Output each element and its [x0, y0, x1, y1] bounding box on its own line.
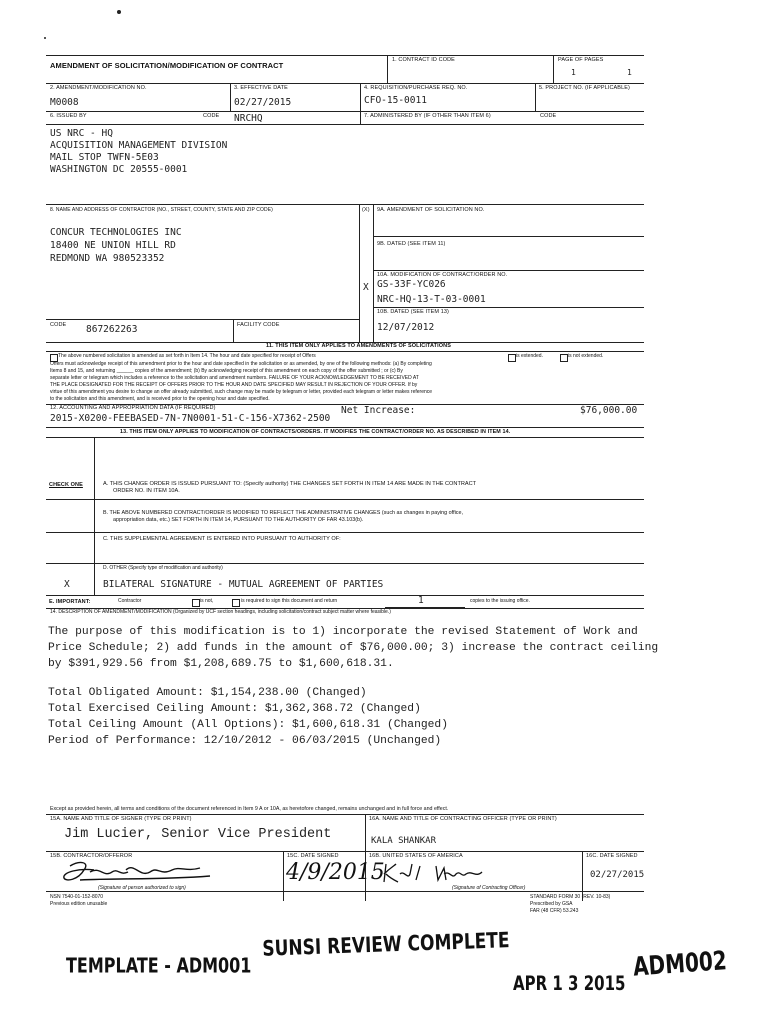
contractor-line: REDMOND WA 980523352: [50, 253, 165, 264]
rule: [46, 427, 644, 428]
address-line: US NRC - HQ: [50, 128, 113, 139]
item12-amount: $76,000.00: [580, 405, 638, 416]
facility-code-label: FACILITY CODE: [237, 322, 280, 328]
req-no-label: 4. REQUISITION/PURCHASE REQ. NO.: [364, 85, 468, 91]
important-label: E. IMPORTANT:: [49, 599, 91, 605]
contractor-code-label: CODE: [50, 322, 67, 328]
item14-total-line: Total Obligated Amount: $1,154,238.00 (Changed): [48, 687, 367, 699]
rule: [365, 814, 366, 901]
rule: [46, 814, 644, 815]
rule: [553, 55, 554, 83]
code-label: CODE: [203, 113, 220, 119]
label-16b: 16B. UNITED STATES OF AMERICA: [369, 853, 463, 859]
rule: [387, 55, 388, 83]
rule: [373, 204, 374, 342]
rule: [373, 307, 644, 308]
date-15c: 4/9/2015: [286, 860, 385, 885]
address-line: ACQUISITION MANAGEMENT DIVISION: [50, 140, 228, 151]
item11-line: to the solicitation and this amendment, and is received prior to the opening hour and date specified.: [50, 396, 270, 402]
page-number: 1: [571, 68, 576, 77]
far-ref: FAR (48 CFR) 53.243: [530, 908, 579, 914]
req-no-value: CFO-15-0011: [364, 95, 427, 106]
item11-line: separate letter or telegram which includes a reference to the solicitation and amendment numbers. FAILURE OF YOUR ACKNOWLEDGEMENT TO BE RECEIVED AT: [50, 375, 419, 381]
date-16c: 02/27/2015: [590, 870, 645, 880]
not-extended: is not extended.: [568, 353, 604, 359]
effective-date-value: 02/27/2015: [234, 97, 292, 108]
item13-a2: ORDER NO. IN ITEM 10A.: [113, 488, 180, 494]
item11-line: THE PLACE DESIGNATED FOR THE RECEIPT OF OFFERS PRIOR TO THE HOUR AND DATE SPECIFIED MAY RESULT IN REJECTION OF YOUR OFFER. If by: [50, 382, 418, 388]
rule: [46, 351, 644, 352]
rule: [535, 83, 536, 111]
item14-para-line: by $391,929.56 from $1,208,689.75 to $1,600,618.31.: [48, 658, 394, 670]
item14-label: 14. DESCRIPTION OF AMENDMENT/MODIFICATION (Organized by UCF section headings, including solicitation/contract subject matter where feasible.): [50, 609, 391, 615]
item12-net: Net Increase:: [341, 405, 416, 416]
prev-edition: Previous edition unusable: [50, 901, 108, 907]
item13-d-value: BILATERAL SIGNATURE - MUTUAL AGREEMENT OF PARTIES: [103, 579, 384, 590]
item14-total-line: Period of Performance: 12/10/2012 - 06/03/2015 (Unchanged): [48, 735, 442, 747]
rule: [46, 563, 644, 564]
item13-c: C. THIS SUPPLEMENTAL AGREEMENT IS ENTERED INTO PURSUANT TO AUTHORITY OF:: [103, 536, 341, 542]
item13-title: 13. THIS ITEM ONLY APPLIES TO MODIFICATION OF CONTRACTS/ORDERS. IT MODIFIES THE CONTRACT/ORDER NO. AS DESCRIBED IN ITEM 14.: [120, 429, 511, 435]
footer-note: Except as provided herein, all terms and conditions of the document referenced in Item 9 A or 10A, as heretofore changed, remains unchanged and in full force and effect.: [50, 806, 449, 812]
address-line: WASHINGTON DC 20555-0001: [50, 164, 188, 175]
contractor-line: 18400 NE UNION HILL RD: [50, 240, 176, 251]
label-15c: 15C. DATE SIGNED: [287, 853, 339, 859]
item14-para-line: Price Schedule; 2) add funds in the amount of $76,000.00; 3) increase the contract ceiling: [48, 642, 659, 654]
rule: [46, 595, 644, 596]
label-16a: 16A. NAME AND TITLE OF CONTRACTING OFFICER (TYPE OR PRINT): [369, 816, 557, 822]
label-15b: 15B. CONTRACTOR/OFFEROR: [50, 853, 133, 859]
item10a-label: 10A. MODIFICATION OF CONTRACT/ORDER NO.: [377, 272, 508, 278]
is-required-checkbox[interactable]: [232, 599, 240, 607]
rule: [360, 83, 361, 111]
item11-line1: The above numbered solicitation is amended as set forth in Item 14. The hour and date specified for receipt of Offers: [58, 353, 316, 359]
scan-speck: [117, 10, 121, 14]
issued-by-label: 6. ISSUED BY: [50, 113, 87, 119]
pages-total: 1: [627, 68, 632, 77]
rule: [46, 204, 644, 205]
important-copies-text: copies to the issuing office.: [470, 598, 530, 604]
item12-label: 12. ACCOUNTING AND APPROPRIATION DATA (IF REQUIRED): [50, 405, 216, 411]
item11-title: 11. THIS ITEM ONLY APPLIES TO AMENDMENTS OF SOLICITATIONS: [266, 343, 451, 349]
contractor-code-value: 867262263: [86, 324, 138, 335]
rule: [94, 437, 95, 595]
rule: [46, 499, 644, 500]
form-title: AMENDMENT OF SOLICITATION/MODIFICATION OF CONTRACT: [50, 61, 284, 70]
contractor-label: 8. NAME AND ADDRESS OF CONTRACTOR (NO., STREET, COUNTY, STATE AND ZIP CODE): [50, 207, 273, 213]
rule: [283, 851, 284, 901]
rule: [46, 319, 359, 320]
effective-date-label: 3. EFFECTIVE DATE: [234, 85, 288, 91]
page-of-pages-label: PAGE OF PAGES: [558, 57, 604, 63]
important-copies: 1: [418, 595, 424, 606]
administered-label: 7. ADMINISTERED BY (IF OTHER THAN ITEM 6): [364, 113, 491, 119]
template-stamp: TEMPLATE - ADM001: [66, 953, 252, 978]
officer-name-16a: KALA SHANKAR: [371, 836, 437, 846]
rule: [46, 891, 644, 892]
item13-d: D. OTHER (Specify type of modification and authority): [103, 565, 223, 571]
is-extended: is extended.: [516, 353, 543, 359]
received-date-stamp: APR 1 3 2015: [513, 972, 626, 996]
extended-checkbox[interactable]: [508, 354, 516, 362]
rule: [46, 437, 644, 438]
important-contractor: Contractor: [118, 598, 142, 604]
item13-d-mark: X: [64, 579, 70, 590]
rule: [360, 111, 361, 124]
rule: [359, 204, 360, 342]
item11-line: virtue of this amendment you desire to change an offer already submitted, such change may be made by telegram or letter, provided each telegram or letter makes reference: [50, 389, 433, 395]
rule: [46, 851, 644, 852]
item13-b: B. THE ABOVE NUMBERED CONTRACT/ORDER IS MODIFIED TO REFLECT THE ADMINISTRATIVE CHANGES (such as changes in paying office,: [103, 510, 463, 516]
item12-value: 2015-X0200-FEEBASED-7N-7N0001-51-C-156-X7362-2500: [50, 413, 331, 424]
item10a-line2: NRC-HQ-13-T-03-0001: [377, 294, 486, 305]
item14-total-line: Total Exercised Ceiling Amount: $1,362,368.72 (Changed): [48, 703, 421, 715]
col-mark: (X): [362, 207, 370, 213]
sunsi-stamp: SUNSI REVIEW COMPLETE: [262, 928, 510, 962]
important-is-not: is not,: [200, 598, 214, 604]
rule: [46, 532, 644, 533]
rule: [46, 55, 644, 56]
contractor-signature: [60, 858, 230, 886]
item10a-line1: GS-33F-YC026: [377, 279, 446, 290]
nsn: NSN 7540-01-152-8070: [50, 894, 104, 900]
standard-form: STANDARD FORM 30 (REV. 10-83): [530, 894, 611, 900]
issuer-code-value: NRCHQ: [234, 113, 263, 124]
item13-a: A. THIS CHANGE ORDER IS ISSUED PURSUANT TO: (Specify authority) THE CHANGES SET FORTH IN ITEM 14 ARE MADE IN THE CONTRACT: [103, 481, 477, 487]
rule: [230, 83, 231, 111]
item14-total-line: Total Ceiling Amount (All Options): $1,600,618.31 (Changed): [48, 719, 448, 731]
check-one-label: CHECK ONE: [49, 482, 83, 488]
amend-no-value: M0008: [50, 97, 79, 108]
label-16c: 16C. DATE SIGNED: [586, 853, 638, 859]
address-line: MAIL STOP TWFN-5E03: [50, 152, 159, 163]
sig-15b-caption: (Signature of person authorized to sign): [98, 885, 186, 891]
rule: [46, 124, 644, 125]
amend-no-label: 2. AMENDMENT/MODIFICATION NO.: [50, 85, 147, 91]
is-not-checkbox[interactable]: [192, 599, 200, 607]
rule: [46, 111, 644, 112]
item14-para-line: The purpose of this modification is to 1) incorporate the revised Statement of Work and: [48, 626, 638, 638]
item9b-label: 9B. DATED (SEE ITEM 11): [377, 241, 446, 247]
item11-line: Items 8 and 15, and returning ______ copies of the amendment; (b) By acknowledging receipt of this amendment on each copy of the offer submitted ; or (c) By: [50, 368, 403, 374]
item10-x-mark: X: [363, 282, 369, 293]
item11-line: Offers must acknowledge receipt of this amendment prior to the hour and date specified in the solicitation or as amended, by one of the following methods: (a) By completing: [50, 361, 432, 367]
item10b-date: 12/07/2012: [377, 322, 435, 333]
contract-id-label: 1. CONTRACT ID CODE: [392, 57, 455, 63]
rule: [373, 270, 644, 271]
prescribed-by: Prescribed by GSA: [530, 901, 573, 907]
sig-16b-caption: (Signature of Contracting Officer): [452, 885, 526, 891]
signer-name-15a: Jim Lucier, Senior Vice President: [64, 827, 332, 842]
rule: [46, 83, 644, 84]
label-15a: 15A. NAME AND TITLE OF SIGNER (TYPE OR PRINT): [50, 816, 192, 822]
contractor-line: CONCUR TECHNOLOGIES INC: [50, 227, 182, 238]
rule: [233, 319, 234, 342]
scan-speck: [44, 37, 46, 39]
rule: [373, 236, 644, 237]
item10b-label: 10B. DATED (SEE ITEM 13): [377, 309, 449, 315]
item9a-label: 9A. AMENDMENT OF SOLICITATION NO.: [377, 207, 485, 213]
officer-signature: [380, 860, 500, 886]
not-extended-checkbox[interactable]: [560, 354, 568, 362]
important-is-required: is required to sign this document and return: [241, 598, 338, 604]
code-label-2: CODE: [540, 113, 557, 119]
item13-b2: appropriation data, etc.) SET FORTH IN ITEM 14, PURSUANT TO THE AUTHORITY OF FAR 43.103(b).: [113, 517, 364, 523]
adm-stamp: ADM002: [632, 944, 728, 983]
project-no-label: 5. PROJECT NO. (IF APPLICABLE): [539, 85, 630, 91]
